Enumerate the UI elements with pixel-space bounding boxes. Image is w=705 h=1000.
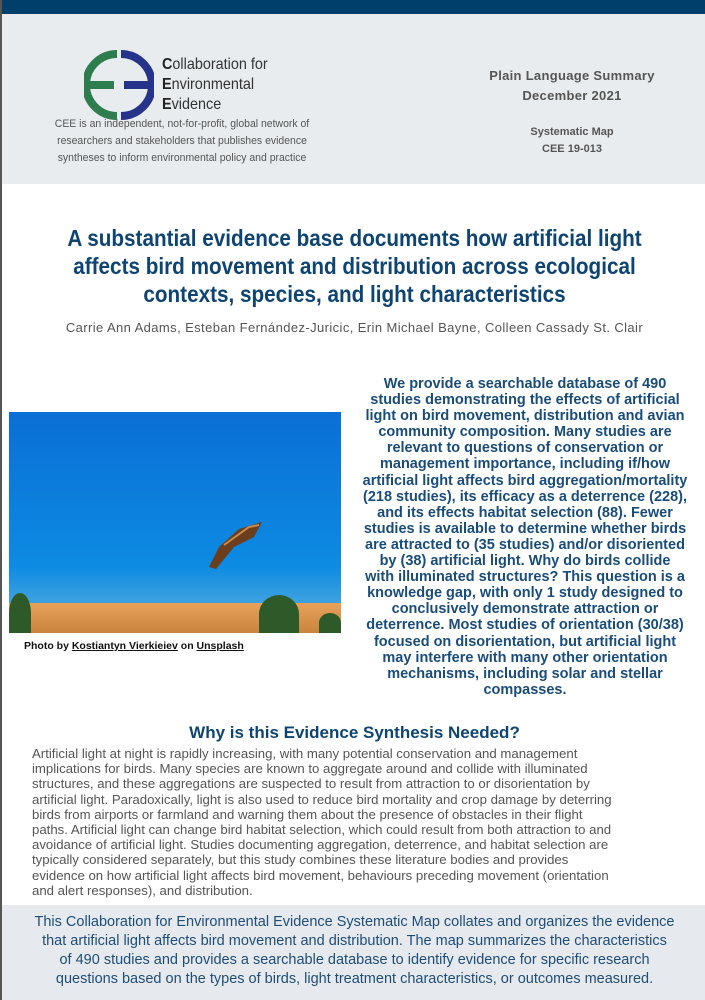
text-line: mechanisms, including solar and stellar [387, 665, 663, 682]
text-line: deterrence. Most studies of orientation (30/38) [366, 617, 684, 634]
text-line: researchers and stakeholders that publishes evidence [57, 135, 307, 147]
text-line: birds from airports or farmland and warning them about the presence of obstacles in their flight [32, 806, 583, 822]
photo-credit [24, 640, 244, 652]
text-line: affects bird movement and distribution across ecological [73, 253, 636, 279]
date: December 2021 [522, 88, 622, 103]
summary [345, 376, 705, 698]
credit-text: Photo by [24, 640, 72, 652]
tagline [30, 116, 334, 167]
photographer-link[interactable]: Kostiantyn Vierkieiev [71, 640, 178, 652]
document-type [462, 66, 682, 106]
text-line: of 490 studies and provides a searchable database to identify evidence for specific research [59, 952, 650, 968]
text-line: studies is available to determine whether birds [363, 520, 687, 537]
text-line: and its effects habitat selection (88). Fewer [377, 504, 673, 521]
map-id: CEE 19-013 [542, 143, 602, 155]
text-line: light on bird movement, distribution and avian [365, 408, 685, 425]
map-type: Systematic Map [530, 126, 614, 138]
header [2, 14, 705, 184]
text-line: knowledge gap, with only 1 study designed to [367, 585, 683, 602]
text-line: management importance, including if/how [379, 456, 671, 473]
why-heading: Why is this Evidence Synthesis Needed? [189, 723, 520, 742]
text-line: contexts, species, and light characteristics [143, 281, 566, 307]
text-line: Evidence [162, 96, 222, 113]
logo-text [162, 55, 268, 115]
unsplash-link[interactable]: Unsplash [196, 640, 244, 652]
tree [259, 595, 299, 633]
text-line: We provide a searchable database of 490 [383, 376, 667, 392]
text-line: typically considered separately, but this study combines these literature bodies and provides [32, 852, 569, 868]
text-line: This Collaboration for Environmental Evidence Systematic Map collates and organizes the evidence [34, 914, 675, 930]
bottom-summary [2, 905, 705, 1000]
bird-image [204, 517, 264, 572]
text-line: focused on disorientation, but artificial light [373, 633, 677, 650]
text-line: structures, and these aggregations are suspected to result from attraction to or disorientation by [32, 776, 590, 792]
text-line: conclusively demonstrate attraction or [391, 601, 659, 618]
text-line: implications for birds. Many species are known to aggregate around and collide with illuminated [32, 761, 588, 777]
text-line: community composition. Many studies are [378, 424, 672, 441]
text-line: A substantial evidence base documents how artificial light [67, 225, 642, 251]
text-line: Artificial light at night is rapidly increasing, with many potential conservation and management [32, 746, 578, 761]
text-line: avoidance of artificial light. Studies documenting aggregation, deterrence, and habitat selection are [32, 837, 609, 853]
doc-type: Plain Language Summary [489, 68, 655, 83]
text-line: and alert responses), and distribution. [32, 882, 253, 898]
tree [319, 613, 341, 633]
text-line: that artificial light affects bird movement and distribution. The map summarizes the characteristics [42, 933, 667, 949]
authors: Carrie Ann Adams, Esteban Fernández-Juricic, Erin Michael Bayne, Colleen Cassady St. Clair [65, 320, 644, 335]
credit-text: on [177, 640, 197, 652]
bird-photo [9, 412, 341, 633]
text-line: CEE is an independent, not-for-profit, global network of [54, 118, 310, 130]
text-line: questions based on the types of birds, light treatment characteristics, or outcomes measured. [55, 971, 654, 987]
text-line: relevant to questions of conservation or [386, 440, 664, 457]
text-line: evidence on how artificial light affects bird movement, behaviours preceding movement (orientation [32, 867, 609, 883]
text-line: with illuminated structures? This question is a [365, 569, 685, 586]
why-body [32, 746, 702, 898]
text-line: are attracted to (35 studies) and/or disoriented [365, 536, 685, 553]
text-line: by (38) artificial light. Why do birds collide [379, 553, 671, 570]
text-line: Collaboration for [162, 56, 268, 73]
text-line: Environmental [162, 76, 255, 93]
text-line: compasses. [483, 681, 567, 698]
text-line: studies demonstrating the effects of artificial [370, 392, 680, 409]
text-line: artificial light. Paradoxically, light is also used to reduce bird mortality and crop damage by deterring [32, 791, 612, 807]
text-line: paths. Artificial light can change bird habitat selection, which could result from both attraction to and [32, 822, 612, 838]
text-line: syntheses to inform environmental policy and practice [57, 152, 307, 164]
map-info [472, 124, 672, 158]
tree [9, 593, 31, 633]
page-title [37, 224, 672, 308]
text-line: (218 studies), its efficacy as a deterrence (228), [363, 488, 687, 505]
top-bar [2, 0, 705, 14]
cee-logo-icon [84, 50, 154, 120]
text-line: may interfere with many other orientation [382, 649, 668, 666]
text-line: artificial light affects bird aggregation/mortality [362, 472, 688, 489]
